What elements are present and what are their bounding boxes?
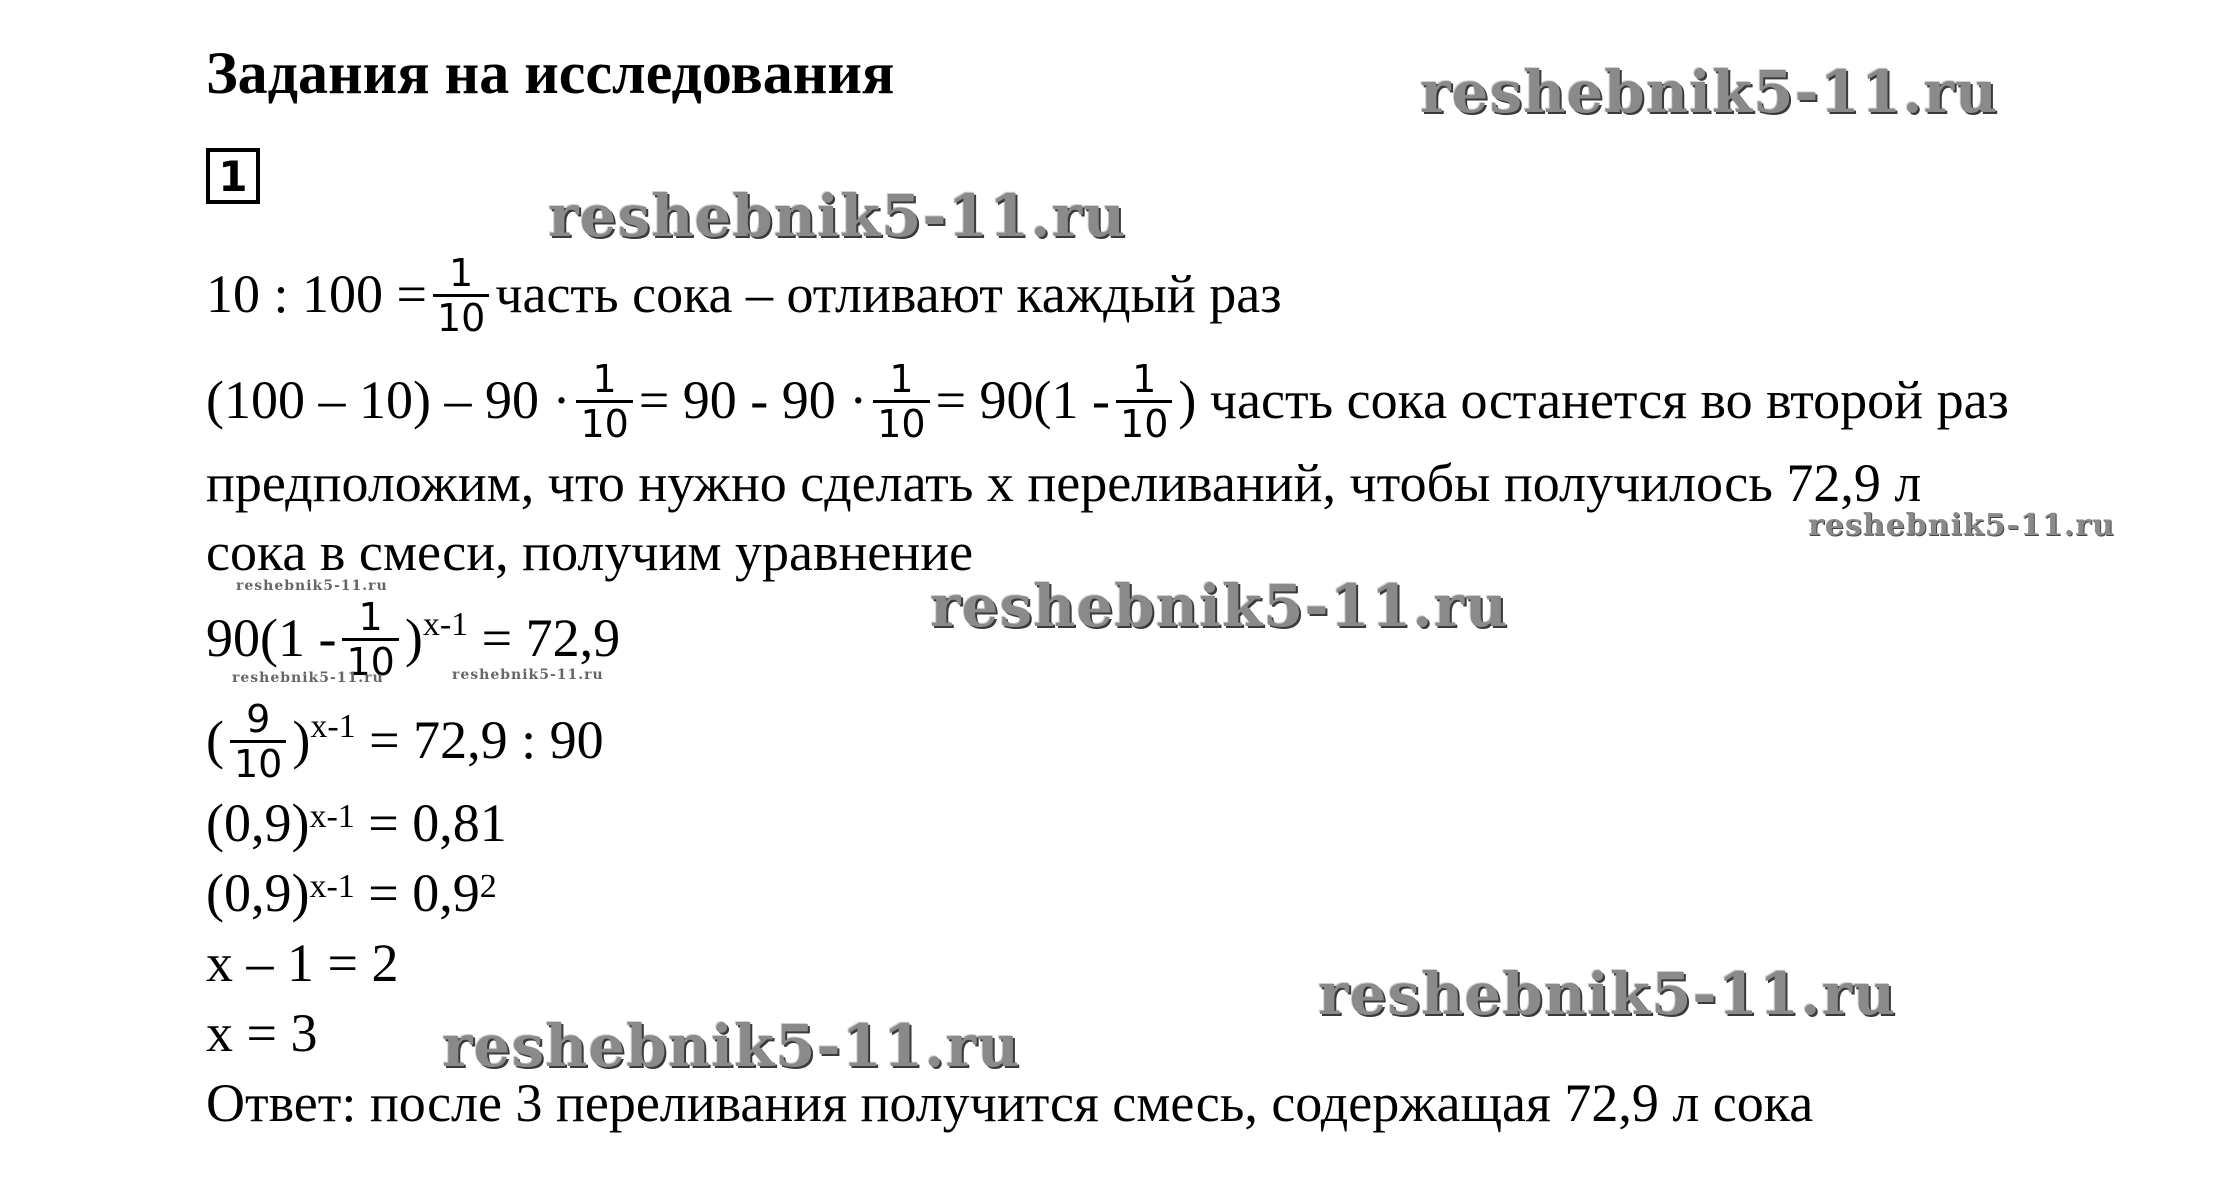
line-5-text-a: 90(1 -	[206, 607, 337, 668]
section-heading: Задания на исследования	[206, 40, 895, 106]
fraction-denominator: 10	[346, 640, 395, 684]
fraction-numerator: 1	[433, 252, 489, 297]
watermark: reshebnik5-11.ru	[1808, 508, 2115, 543]
solution-line-4: сока в смеси, получим уравнение	[206, 522, 974, 582]
solution-line-2	[206, 357, 2009, 449]
line-8-text-b: = 0,9	[354, 863, 480, 923]
line-6-text-c: = 72,9 : 90	[355, 709, 604, 770]
exponent: x-1	[310, 708, 356, 745]
line-2-text-a: (100 – 10) – 90 ·	[206, 369, 571, 430]
line-6-text-b: )	[292, 709, 311, 770]
line-8-text-a: (0,9)	[206, 863, 310, 923]
watermark: reshebnik5-11.ru	[1420, 58, 1999, 126]
fraction-numerator: 1	[1116, 358, 1172, 403]
fraction-numerator: 1	[873, 358, 929, 403]
watermark: reshebnik5-11.ru	[232, 670, 384, 686]
exponent: x-1	[309, 798, 355, 835]
task-number-box: 1	[206, 148, 260, 204]
fraction-one-tenth	[873, 358, 929, 445]
fraction-denominator: 10	[233, 742, 283, 786]
fraction-nine-tenths	[230, 698, 286, 785]
line-5-text-c: = 72,9	[468, 607, 621, 668]
line-7-text-a: (0,9)	[206, 793, 310, 853]
watermark: reshebnik5-11.ru	[452, 667, 604, 683]
solution-line-1	[206, 251, 1282, 343]
equation-line-8	[206, 862, 497, 924]
equation-line-6	[206, 697, 604, 789]
line-1-text-a: 10 : 100 =	[206, 263, 427, 324]
line-6-text-a: (	[206, 709, 224, 770]
line-2-text-d: ) часть сока останется во второй раз	[1178, 369, 2009, 430]
line-5-text-b: )	[404, 607, 423, 668]
watermark: reshebnik5-11.ru	[930, 572, 1509, 640]
watermark: reshebnik5-11.ru	[1318, 960, 1897, 1028]
exponent: x-1	[309, 868, 355, 905]
fraction-numerator: 1	[576, 358, 632, 403]
watermark: reshebnik5-11.ru	[236, 578, 388, 594]
fraction-numerator: 9	[230, 698, 286, 743]
line-2-text-b: = 90 - 90 ·	[638, 369, 868, 430]
fraction-denominator: 10	[877, 402, 926, 446]
watermark: reshebnik5-11.ru	[442, 1012, 1021, 1080]
fraction-one-tenth	[576, 358, 632, 445]
line-2-text-c: = 90(1 -	[935, 369, 1111, 430]
equation-line-7	[206, 792, 507, 854]
solution-line-3: предположим, что нужно сделать x переливаний, чтобы получилось 72,9 л	[206, 453, 1922, 513]
line-7-text-b: = 0,81	[354, 793, 507, 853]
fraction-denominator: 10	[580, 402, 629, 446]
line-1-text-b: часть сока – отливают каждый раз	[495, 263, 1282, 324]
fraction-one-tenth	[1116, 358, 1172, 445]
watermark: reshebnik5-11.ru	[548, 182, 1127, 250]
exponent: x-1	[422, 606, 469, 643]
fraction-denominator: 10	[1120, 402, 1169, 446]
fraction-one-tenth	[433, 252, 489, 339]
equation-line-9: x – 1 = 2	[206, 933, 399, 993]
fraction-denominator: 10	[436, 296, 486, 340]
equation-line-10: x = 3	[206, 1003, 318, 1063]
answer-line: Ответ: после 3 переливания получится смесь, содержащая 72,9 л сока	[206, 1073, 1814, 1133]
exponent: 2	[479, 868, 497, 905]
fraction-numerator: 1	[342, 596, 398, 641]
